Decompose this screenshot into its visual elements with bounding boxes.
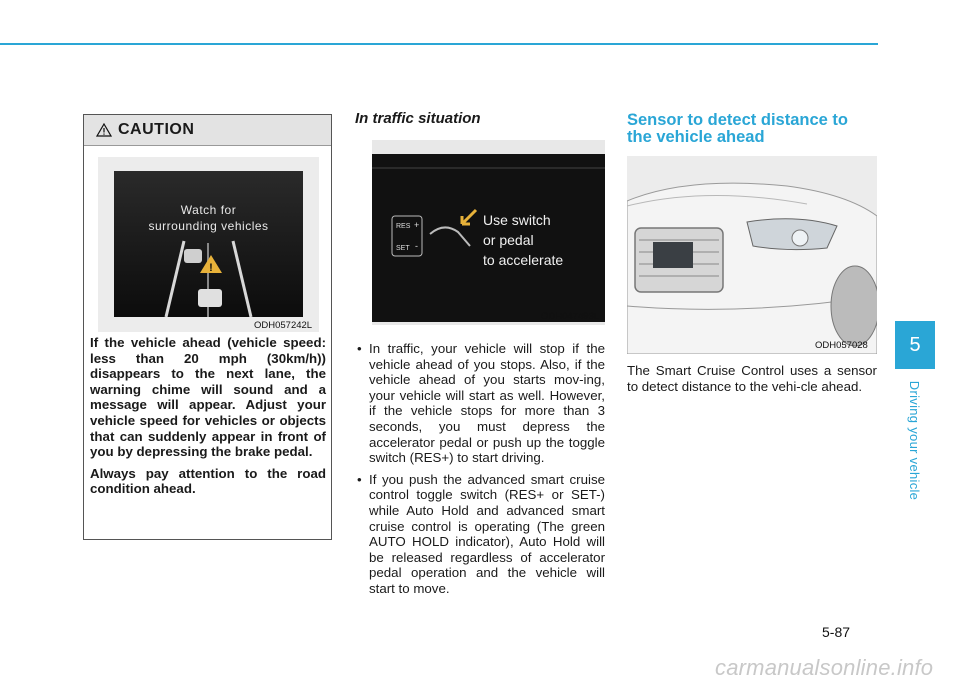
chapter-number-tab: 5 xyxy=(895,321,935,369)
page-number: 5-87 xyxy=(822,624,851,640)
traffic-section xyxy=(355,110,605,322)
chapter-label: Driving your vehicle xyxy=(907,380,923,500)
caution-header xyxy=(84,115,331,146)
figure-text-line-1: Watch for xyxy=(180,203,237,217)
caution-paragraph-1: If the vehicle ahead (vehicle speed: less than 20 mph (30km/h)) disappears to the next lane, the warning chime will sound and a message will appear. Adjust your vehicle speed for vehicles or objects that can suddenly appear in front of you by depressing the brake pedal. xyxy=(90,335,326,460)
warning-triangle-icon xyxy=(96,123,112,137)
switch-res-label: RES xyxy=(396,223,411,230)
headlight xyxy=(747,219,837,250)
svg-text:+: + xyxy=(414,220,420,230)
figure-code: ODH057028 xyxy=(815,340,868,351)
car-front-illustration xyxy=(627,156,877,354)
bullet-item: • In traffic, your vehicle will stop if the vehicle ahead of you stops. Also, if the vehicle ahead of you starts mov-ing, your vehicle will start as well. However, if the vehicle stops for more than 3 seconds, you must depress the accelerator pedal or push up the toggle switch (RES+) to start driving. xyxy=(355,341,605,466)
bullet-item: • If you push the advanced smart cruise control toggle switch (RES+ or SET-) while Auto Hold and advanced smart cruise control is operating (The green AUTO HOLD indicator), Auto Hold will be released regardless of accelerator pedal operation and the vehicle will start to move. xyxy=(355,472,605,597)
own-car-icon xyxy=(198,289,222,307)
watermark: carmanualsonline.info xyxy=(715,655,934,680)
sensor-text: The Smart Cruise Control uses a sensor to detect distance to the vehi-cle ahead. xyxy=(627,363,877,394)
traffic-figure xyxy=(372,140,605,325)
svg-text:!: ! xyxy=(209,262,213,274)
traffic-bullets xyxy=(355,341,605,603)
caution-title: CAUTION xyxy=(118,121,195,138)
caution-paragraph-2: Always pay attention to the road condition ahead. xyxy=(90,465,326,497)
figure-text-line-2: surrounding vehicles xyxy=(148,219,269,233)
car-figure xyxy=(627,156,877,354)
cluster-screen xyxy=(372,154,605,322)
svg-text:-: - xyxy=(415,241,418,251)
top-rule xyxy=(0,43,878,45)
sensor-icon xyxy=(653,242,693,268)
switch-set-label: SET xyxy=(396,245,410,252)
traffic-heading: In traffic situation xyxy=(355,110,481,127)
figure-line-2: or pedal xyxy=(483,232,534,248)
figure-line-1: Use switch xyxy=(483,212,551,228)
cluster-display xyxy=(114,171,303,317)
figure-line-3: to accelerate xyxy=(483,252,564,268)
figure-code: ODH047493L xyxy=(541,311,600,322)
caution-figure xyxy=(98,157,319,332)
lane-diagram xyxy=(114,171,303,317)
caution-text xyxy=(90,335,326,503)
arrow-icon xyxy=(462,210,476,224)
sensor-heading: Sensor to detect distance to the vehicle ahead xyxy=(627,111,848,146)
accelerator-pedal-icon xyxy=(430,227,470,246)
caution-box xyxy=(83,114,332,540)
figure-code: ODH057242L xyxy=(254,320,313,331)
car-ahead-icon xyxy=(184,249,202,263)
